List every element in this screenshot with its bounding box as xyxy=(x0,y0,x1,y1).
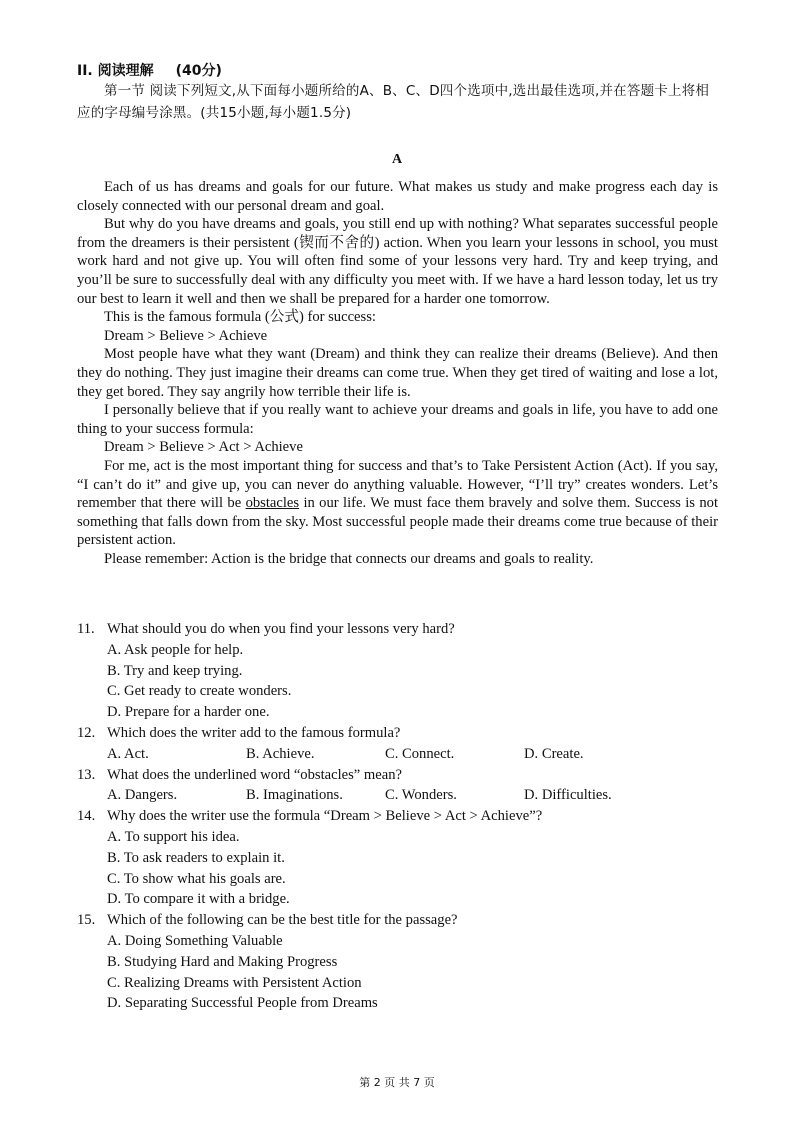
question-text: Which does the writer add to the famous formula? xyxy=(107,724,401,741)
option-15-b: B. Studying Hard and Making Progress xyxy=(107,953,338,970)
paragraph-1: Each of us has dreams and goals for our future. What makes us study and make progress each day is closely connected with our personal dream and goal. xyxy=(77,179,718,214)
page-footer: 第 2 页 共 7 页 xyxy=(359,1076,435,1089)
section-instructions: 第一节 阅读下列短文,从下面每小题所给的A、B、C、D四个选项中,选出最佳选项,并在答题卡上将相应的字母编号涂黑。(共15小题,每小题1.5分) xyxy=(77,83,710,121)
question-number: 14. xyxy=(77,808,96,825)
paragraph-8 xyxy=(77,457,718,550)
option-14-a: A. To support his idea. xyxy=(107,828,240,845)
option-11-d: D. Prepare for a harder one. xyxy=(107,704,270,721)
underlined-word: obstacles xyxy=(245,495,300,512)
question-15 xyxy=(77,910,737,931)
option-14-d: D. To compare it with a bridge. xyxy=(107,891,290,908)
section-heading xyxy=(77,62,222,80)
paragraph-8-part-1: For me, act is the most important thing for success and that’s to Take Persistent Action (Act). If you say, “I can’t do it” and give up, you can never do anything valuable. However, “I’ll try” creates wonders. Let’s remember that there will be xyxy=(77,457,718,512)
option-11-b: B. Try and keep trying. xyxy=(107,662,243,679)
option-12-d: D. Create. xyxy=(524,745,584,762)
question-text: What should you do when you find your lessons very hard? xyxy=(107,621,455,637)
option-13-a: A. Dangers. xyxy=(107,787,178,804)
option-13-c: C. Wonders. xyxy=(385,787,457,804)
question-number: 11. xyxy=(77,621,95,637)
question-text: What does the underlined word “obstacles” mean? xyxy=(107,766,403,783)
reading-passage xyxy=(77,178,718,568)
option-14-c: C. To show what his goals are. xyxy=(107,870,286,887)
question-12 xyxy=(77,723,737,744)
paragraph-2: But why do you have dreams and goals, you still end up with nothing? What separates successful people from the dreamers is their persistent (锲而不舍的) action. When you learn your lessons in school, you must work hard and not give up. You will often find some of your lessons very hard. Try and keep trying, and you’ll be sure to successfully deal with any difficulty you meet with. If we have a hard lesson today, let us try our best to learn it well and then we shall be prepared for a harder one tomorrow. xyxy=(77,216,718,307)
question-13 xyxy=(77,765,737,786)
formula-1: Dream > Believe > Achieve xyxy=(104,327,268,344)
question-number: 13. xyxy=(77,766,96,783)
question-14 xyxy=(77,806,737,827)
paragraph-3: This is the famous formula (公式) for success: xyxy=(104,309,376,326)
paragraph-5: Most people have what they want (Dream) and think they can realize their dreams (Believe). And then they do nothing. They just imagine their dreams can come true. When they get tired of waiting and lose a lot, they get bored. They say angrily how terrible their life is. xyxy=(77,346,718,400)
option-11-c: C. Get ready to create wonders. xyxy=(107,683,292,700)
question-number: 12. xyxy=(77,724,96,741)
option-13-d: D. Difficulties. xyxy=(524,787,612,804)
option-12-b: B. Achieve. xyxy=(246,745,315,762)
paragraph-9: Please remember: Action is the bridge that connects our dreams and goals to reality. xyxy=(104,550,594,567)
paragraph-6: I personally believe that if you really want to achieve your dreams and goals in life, you have to add one thing to your success formula: xyxy=(77,402,718,437)
options-row-13 xyxy=(77,785,737,806)
option-13-b: B. Imaginations. xyxy=(246,787,343,804)
section-score: (40分) xyxy=(175,63,222,79)
section-title: II. 阅读理解 xyxy=(77,63,154,79)
option-14-b: B. To ask readers to explain it. xyxy=(107,849,285,866)
option-15-c: C. Realizing Dreams with Persistent Action xyxy=(107,974,362,991)
paragraph-8-part-2: in our life. We must face them bravely and solve them. Success is not something that falls down from the sky. Most successful people made their dreams come true because of their persistent action. xyxy=(77,495,719,549)
option-12-a: A. Act. xyxy=(107,745,149,762)
question-text: Which of the following can be the best title for the passage? xyxy=(107,912,458,929)
formula-2: Dream > Believe > Act > Achieve xyxy=(104,439,303,456)
question-11 xyxy=(77,619,737,640)
option-12-c: C. Connect. xyxy=(385,745,455,762)
passage-title: A xyxy=(391,152,403,167)
option-11-a: A. Ask people for help. xyxy=(107,641,244,658)
options-row-12 xyxy=(77,744,737,765)
option-15-a: A. Doing Something Valuable xyxy=(107,932,283,949)
question-number: 15. xyxy=(77,912,96,929)
option-15-d: D. Separating Successful People from Dreams xyxy=(107,995,378,1012)
question-list xyxy=(77,619,737,1014)
question-text: Why does the writer use the formula “Dream > Believe > Act > Achieve”? xyxy=(107,808,543,825)
